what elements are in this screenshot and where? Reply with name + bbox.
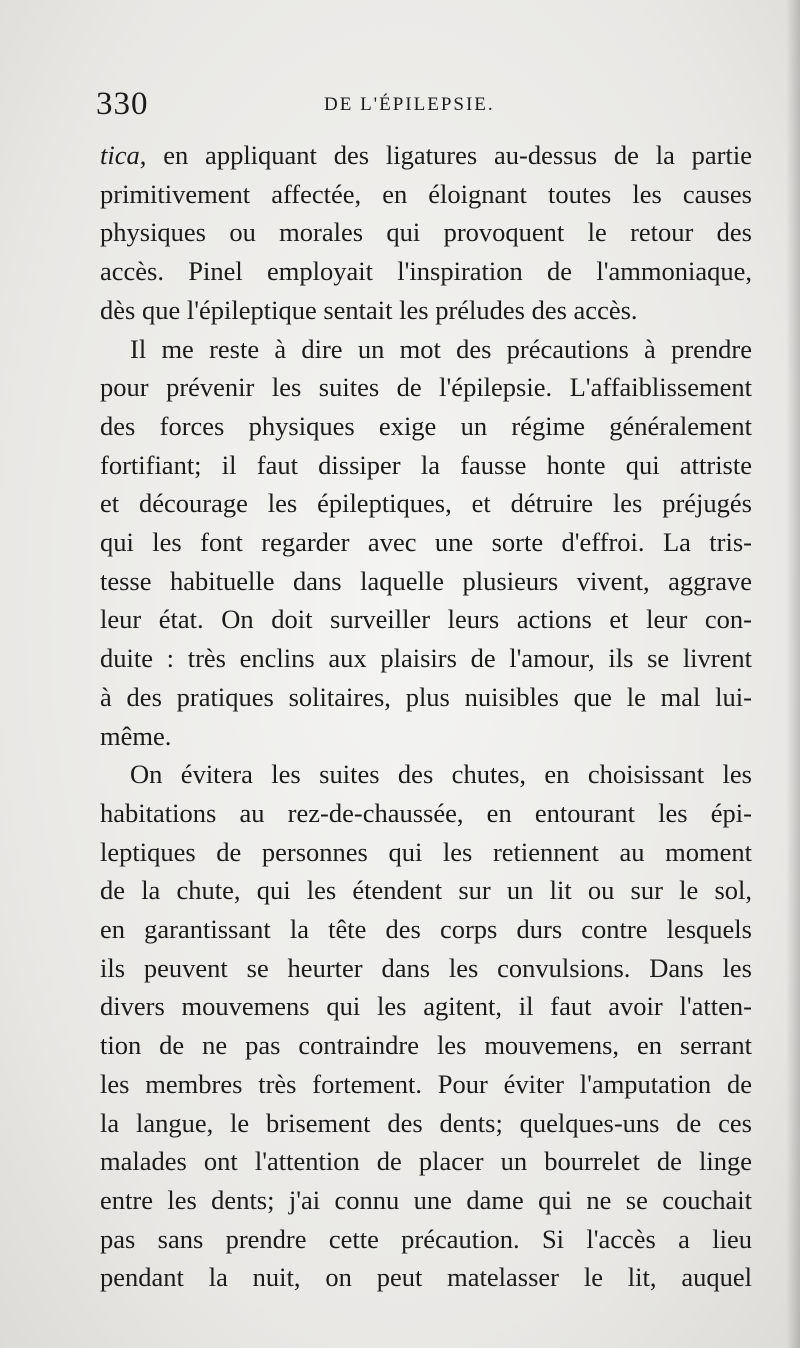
paragraph-first-line: Il me reste à dire un mot des précautions à prendre <box>130 333 752 364</box>
running-head: DE L'ÉPILEPSIE. <box>324 94 495 115</box>
text-line: pas sans prendre cette précaution. Si l'accès a lieu <box>100 1223 752 1254</box>
text-line: tion de ne pas contraindre les mouvemens, en serrant <box>100 1030 752 1061</box>
page-header <box>96 86 756 126</box>
text-line: primitivement affectée, en éloignant toutes les causes <box>100 178 752 209</box>
text-line: divers mouvemens qui les agitent, il faut avoir l'atten- <box>100 991 752 1022</box>
text-line: des forces physiques exige un régime généralement <box>100 410 752 441</box>
page-number: 330 <box>96 86 149 122</box>
text-line: de la chute, qui les étendent sur un lit ou sur le sol, <box>100 875 752 906</box>
text-line: pendant la nuit, on peut matelasser le lit, auquel <box>100 1262 752 1293</box>
text-line: même. <box>100 720 172 751</box>
text-line: et décourage les épileptiques, et détruire les préjugés <box>100 488 752 519</box>
text-line: tesse habituelle dans laquelle plusieurs vivent, aggrave <box>100 565 752 596</box>
text-line: ils peuvent se heurter dans les convulsions. Dans les <box>100 952 752 983</box>
paragraph-first-line: On évitera les suites des chutes, en choisissant les <box>130 759 752 790</box>
text-line: les membres très fortement. Pour éviter l'amputation de <box>100 1068 752 1099</box>
body-text <box>100 136 752 1297</box>
text-line: leptiques de personnes qui les retiennent au moment <box>100 836 752 867</box>
text-line: entre les dents; j'ai connu une dame qui ne se couchait <box>100 1184 752 1215</box>
text-line: leur état. On doit surveiller leurs actions et leur con- <box>100 604 752 635</box>
text-line-content: , en appliquant des ligatures au-dessus de la partie <box>139 140 752 170</box>
text-line: pour prévenir les suites de l'épilepsie. L'affaiblissement <box>100 372 752 403</box>
text-line: accès. Pinel employait l'inspiration de l'ammoniaque, <box>100 256 752 287</box>
text-line: duite : très enclins aux plaisirs de l'amour, ils se livrent <box>100 643 752 674</box>
text-line: dès que l'épileptique sentait les préludes des accès. <box>100 294 638 325</box>
text-line: fortifiant; il faut dissiper la fausse honte qui attriste <box>100 449 752 480</box>
text-line <box>100 136 752 175</box>
italic-word: tica <box>100 140 140 170</box>
text-line: malades ont l'attention de placer un bourrelet de linge <box>100 1146 752 1177</box>
text-line: qui les font regarder avec une sorte d'effroi. La tris- <box>100 527 752 558</box>
page-edge-shadow <box>786 0 800 1348</box>
text-line: à des pratiques solitaires, plus nuisibles que le mal lui- <box>100 681 752 712</box>
text-line: la langue, le brisement des dents; quelques-uns de ces <box>100 1107 752 1138</box>
text-line: habitations au rez-de-chaussée, en entourant les épi- <box>100 797 752 828</box>
text-line: en garantissant la tête des corps durs contre lesquels <box>100 914 752 945</box>
text-line: physiques ou morales qui provoquent le retour des <box>100 217 752 248</box>
